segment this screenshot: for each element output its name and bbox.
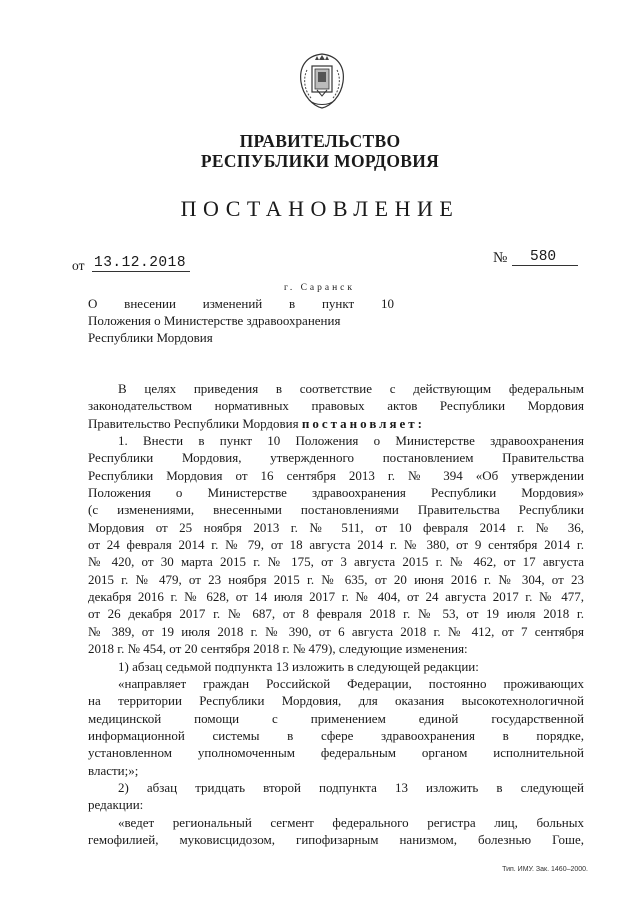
subject-line: Республики Мордовия [88,330,213,345]
document-date: 13.12.2018 [92,255,190,272]
subject-line: Положения о Министерстве здравоохранения [88,313,341,328]
city-line: г. Саранск [284,283,356,293]
body-line: информационной системы в сфере здравоохранения в порядке, [88,727,584,743]
body-line: установленном уполномоченным федеральным органом исполнительной [88,745,584,761]
document-number: 580 [512,249,578,266]
body-line: на территории Республики Мордовия, для оказания высокотехнологичной [88,693,584,709]
subject-line: О внесении изменений в пункт 10 [88,296,394,311]
body-line: власти;»; [88,762,139,778]
body-line: № 420, от 30 марта 2015 г. № 175, от 3 августа 2015 г. № 462, от 17 августа [88,554,584,570]
body-line: № 389, от 19 июля 2018 г. № 390, от 6 августа 2018 г. № 412, от 7 сентября [88,623,584,639]
body-line: гемофилией, муковисцидозом, гипофизарным нанизмом, болезнью Гоше, [88,831,584,847]
body-line: 1) абзац седьмой подпункта 13 изложить в следующей редакции: [118,658,479,674]
body-line: от 24 февраля 2014 г. № 79, от 18 августа 2014 г. № 380, от 9 сентября 2014 г. [88,537,584,553]
body-line: «направляет граждан Российской Федерации, постоянно проживающих [118,675,584,691]
body-line: от 26 декабря 2017 г. № 687, от 8 февраля 2018 г. № 53, от 19 июля 2018 г. [88,606,584,622]
body-line [88,415,584,432]
government-title-line1: ПРАВИТЕЛЬСТВО [239,131,401,151]
document-subject [88,295,394,346]
body-line: 2) абзац тридцать второй подпункта 13 изложить в следующей [118,779,584,795]
body-line: (с изменениями, внесенными постановлениями Правительства Республики [88,502,584,518]
print-mark: Тип. ИМУ. Зак. 1460–2000. [502,866,588,873]
resolves-word: постановляет: [301,415,425,431]
body-line: В целях приведения в соответствие с действующим федеральным [118,381,584,396]
body-line: декабря 2016 г. № 628, от 14 июля 2017 г. № 404, от 24 августа 2017 г. № 477, [88,589,584,605]
body-line-text: Правительство Республики Мордовия [88,415,302,431]
body-line: 1. Внести в пункт 10 Положения о Министерстве здравоохранения [118,433,584,449]
government-title-line2: РЕСПУБЛИКИ МОРДОВИЯ [200,151,440,171]
republic-emblem-icon [297,52,347,110]
body-line: Республики Мордовия, утвержденного постановлением Правительства [88,450,584,466]
body-line: Мордовия от 25 ноября 2013 г. № 511, от 10 февраля 2014 г. № 36, [88,519,584,535]
date-label: от [72,258,85,273]
document-body [88,380,584,848]
body-line: редакции: [88,797,144,813]
body-line: Положения о Министерстве здравоохранения Республики Мордовия» [88,485,584,501]
body-line: «ведет региональный сегмент федерального регистра лиц, больных [118,814,584,830]
body-line: медицинской помощи с применением единой государственной [88,710,584,726]
body-line: Республики Мордовия от 16 сентября 2013 г. № 394 «Об утверждении [88,467,584,483]
body-line: 2018 г. № 454, от 20 сентября 2018 г. № 479), следующие изменения: [88,641,468,657]
body-line: законодательством нормативных правовых актов Республики Мордовия [88,398,584,414]
body-line: 2015 г. № 479, от 23 ноября 2015 г. № 635, от 20 июня 2016 г. № 304, от 23 [88,571,584,587]
document-type-heading: ПОСТАНОВЛЕНИЕ [180,196,460,221]
number-label: № [493,250,508,266]
